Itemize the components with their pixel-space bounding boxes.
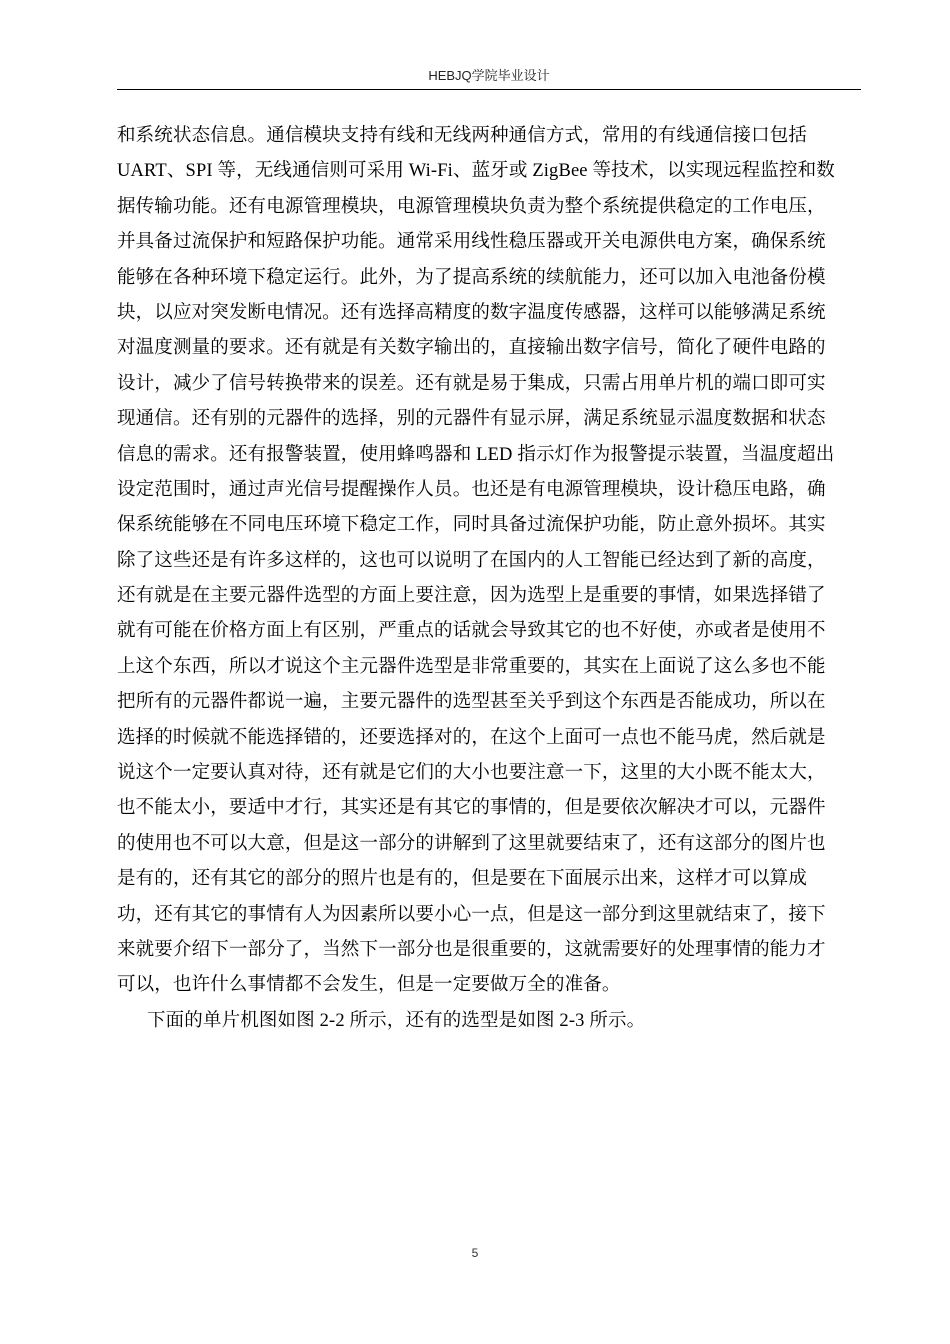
text-line: 就有可能在价格方面上有区别，严重点的话就会导致其它的也不好使，亦或者是使用不 [117,621,826,642]
paragraph-figure-reference: 下面的单片机图如图 2-2 所示，还有的选型是如图 2-3 所示。 [147,1010,646,1031]
text-line: 上这个东西，所以才说这个主元器件选型是非常重要的，其实在上面说了这么多也不能 [117,656,826,677]
text-line: 可以，也许什么事情都不会发生，但是一定要做万全的准备。 [117,975,621,996]
text-line: 来就要介绍下一部分了，当然下一部分也是很重要的，这就需要好的处理事情的能力才 [117,939,826,960]
text-line: 能够在各种环境下稳定运行。此外，为了提高系统的续航能力，还可以加入电池备份模 [117,267,826,288]
text-line: 并具备过流保护和短路保护功能。通常采用线性稳压器或开关电源供电方案，确保系统 [117,232,826,253]
text-line: 说这个一定要认真对待，还有就是它们的大小也要注意一下，这里的大小既不能太大， [117,763,826,784]
text-line: 现通信。还有别的元器件的选择，别的元器件有显示屏，满足系统显示温度数据和状态 [117,409,826,430]
text-line: 还有就是在主要元器件选型的方面上要注意，因为选型上是重要的事情，如果选择错了 [117,586,826,607]
text-line: 是有的，还有其它的部分的照片也是有的，但是要在下面展示出来，这样才可以算成 [117,869,808,890]
text-line: 除了这些还是有许多这样的，这也可以说明了在国内的人工智能已经达到了新的高度， [117,550,826,571]
header-rule [117,89,861,90]
text-line: 块，以应对突发断电情况。还有选择高精度的数字温度传感器，这样可以能够满足系统 [117,302,826,323]
text-line: 设计，减少了信号转换带来的误差。还有就是易于集成，只需占用单片机的端口即可实 [117,373,826,394]
text-line: 保系统能够在不同电压环境下稳定工作，同时具备过流保护功能，防止意外损坏。其实 [117,515,826,536]
text-line: 也不能太小，要适中才行，其实还是有其它的事情的，但是要依次解决才可以，元器件 [117,798,826,819]
text-line: UART、SPI 等，无线通信则可采用 Wi-Fi、蓝牙或 ZigBee 等技术，以实现远程监控和数 [117,161,835,182]
text-line: 对温度测量的要求。还有就是有关数字输出的，直接输出数字信号，简化了硬件电路的 [117,338,826,359]
body-text [117,119,861,1039]
running-header: HEBJQ学院毕业设计 [428,68,550,83]
text-line: 的使用也不可以大意，但是这一部分的讲解到了这里就要结束了，还有这部分的图片也 [117,833,826,854]
text-line: 和系统状态信息。通信模块支持有线和无线两种通信方式，常用的有线通信接口包括 [117,126,808,146]
text-line: 设定范围时，通过声光信号提醒操作人员。也还是有电源管理模块，设计稳压电路，确 [117,479,826,500]
text-line: 把所有的元器件都说一遍，主要元器件的选型甚至关乎到这个东西是否能成功，所以在 [117,692,826,713]
text-line: 信息的需求。还有报警装置，使用蜂鸣器和 LED 指示灯作为报警提示装置，当温度超出 [117,444,835,465]
text-line: 选择的时候就不能选择错的，还要选择对的，在这个上面可一点也不能马虎，然后就是 [117,727,826,748]
page-number: 5 [471,1246,479,1260]
text-line: 功，还有其它的事情有人为因素所以要小心一点，但是这一部分到这里就结束了，接下 [117,904,826,925]
text-line: 据传输功能。还有电源管理模块，电源管理模块负责为整个系统提供稳定的工作电压， [117,196,826,217]
